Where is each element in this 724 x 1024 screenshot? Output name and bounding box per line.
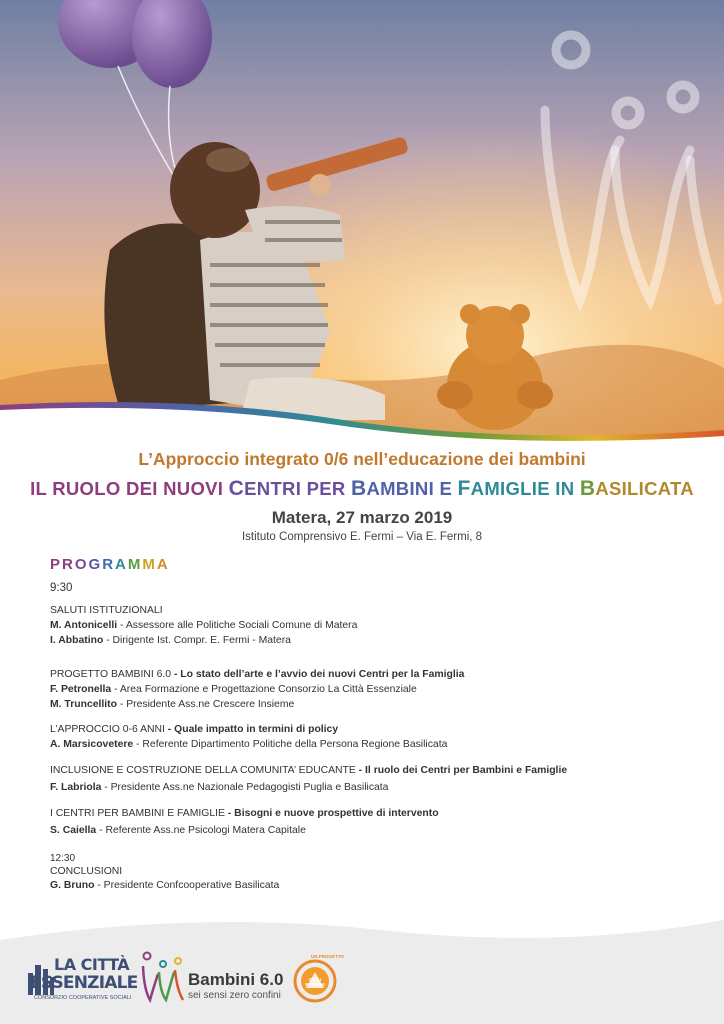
section-title [50, 808, 439, 819]
time-end: 12:30 [50, 853, 76, 864]
hero-photo [0, 0, 724, 445]
title-part: AMBINI E [366, 478, 458, 499]
footer [0, 900, 724, 1024]
title-part: F [457, 477, 471, 500]
event-date: Matera, 27 marzo 2019 [271, 508, 453, 527]
programma-letter: O [74, 556, 89, 573]
section-title: CONCLUSIONI [50, 866, 123, 877]
programma-letter: M [142, 556, 157, 573]
speaker-row [50, 620, 357, 631]
lce-tagline: CONSORZIO COOPERATIVE SOCIALI [34, 995, 132, 1001]
section-desc: - Lo stato dell’arte e l’avvio dei nuovi Centri per la Famiglia [171, 669, 465, 680]
speaker-name: M. Truncellito [50, 699, 117, 710]
event-subtitle: L’Approccio integrato 0/6 nell’educazione dei bambini [138, 449, 586, 469]
section-name: INCLUSIONE E COSTRUZIONE DELLA COMUNITA’ EDUCANTE [50, 765, 356, 776]
bambini-figures-icon [140, 950, 186, 1006]
hero-illustration [0, 0, 724, 445]
programma-heading [50, 556, 170, 573]
speaker-name: F. Petronella [50, 684, 112, 695]
speaker-role: - Referente Ass.ne Psicologi Matera Capitale [96, 825, 306, 836]
speaker-row [50, 699, 294, 710]
programma-letter: A [156, 556, 170, 573]
speaker-name: S. Caiella [50, 825, 97, 836]
programma-letter: R [62, 556, 75, 573]
speaker-role: - Presidente Ass.ne Crescere Insieme [116, 699, 295, 710]
speaker-row [50, 635, 291, 646]
con-i-bambini-badge [290, 954, 344, 1004]
lce-name-line2: ESSENZIALE [30, 973, 138, 993]
title-part: ENTRI PER [244, 478, 351, 499]
badge-top-text: UN PROGETTO [311, 954, 344, 959]
section-title [50, 765, 567, 776]
speaker-name: F. Labriola [50, 782, 102, 793]
speaker-row [50, 739, 447, 750]
speaker-name: I. Abbatino [50, 635, 104, 646]
speaker-name: G. Bruno [50, 880, 95, 891]
speaker-role: - Presidente Confcooperative Basilicata [94, 880, 280, 891]
section-name: L’APPROCCIO 0-6 ANNI [50, 724, 165, 735]
title-part: B [350, 477, 367, 500]
event-title [0, 477, 724, 501]
speaker-role: - Dirigente Ist. Compr. E. Fermi - Matera [103, 635, 291, 646]
programma-letter: A [115, 556, 128, 573]
title-part: AMIGLIE IN [470, 478, 580, 499]
section-desc: - Il ruolo dei Centri per Bambini e Famiglie [355, 765, 568, 776]
speaker-role: - Presidente Ass.ne Nazionale Pedagogisti Puglia e Basilicata [101, 782, 389, 793]
speaker-role: - Referente Dipartimento Politiche della Persona Regione Basilicata [133, 739, 448, 750]
section-desc: - Quale impatto in termini di policy [164, 724, 339, 735]
speaker-row [50, 782, 388, 793]
bambini-6-tagline: sei sensi zero confini [188, 990, 281, 1001]
title-part: C [228, 477, 245, 500]
speaker-name: M. Antonicelli [50, 620, 118, 631]
speaker-row [50, 825, 306, 836]
section-title [50, 669, 464, 680]
bambini-6-logo [140, 950, 290, 1010]
title-part: B [579, 477, 596, 500]
speaker-name: A. Marsicovetere [50, 739, 134, 750]
section-desc: - Bisogni e nuove prospettive di intervento [224, 808, 439, 819]
lce-name-line1: LA CITTÀ [54, 955, 130, 974]
programma-letter: M [127, 556, 143, 573]
speaker-row [50, 880, 279, 891]
section-title [50, 724, 338, 735]
programma-letter: R [102, 556, 116, 573]
section-name: PROGETTO BAMBINI 6.0 [50, 669, 172, 680]
section-title: SALUTI ISTITUZIONALI [50, 605, 163, 616]
title-part: IL RUOLO DEI NUOVI [30, 478, 229, 499]
section-name: I CENTRI PER BAMBINI E FAMIGLIE [50, 808, 225, 819]
title-part: ASILICATA [595, 478, 694, 499]
speaker-row [50, 684, 417, 695]
la-citta-essenziale-logo [26, 955, 138, 1010]
event-venue: Istituto Comprensivo E. Fermi – Via E. Fermi, 8 [241, 531, 483, 543]
time-start: 9:30 [50, 582, 73, 594]
bambini-6-title: Bambini 6.0 [188, 970, 284, 989]
programma-letter: G [88, 556, 103, 573]
speaker-role: - Area Formazione e Progettazione Consorzio La Città Essenziale [111, 684, 417, 695]
speaker-role: - Assessore alle Politiche Sociali Comune di Matera [117, 620, 358, 631]
badge-text: CON I BAMBINI [305, 977, 325, 987]
programma-letter: P [50, 556, 63, 573]
